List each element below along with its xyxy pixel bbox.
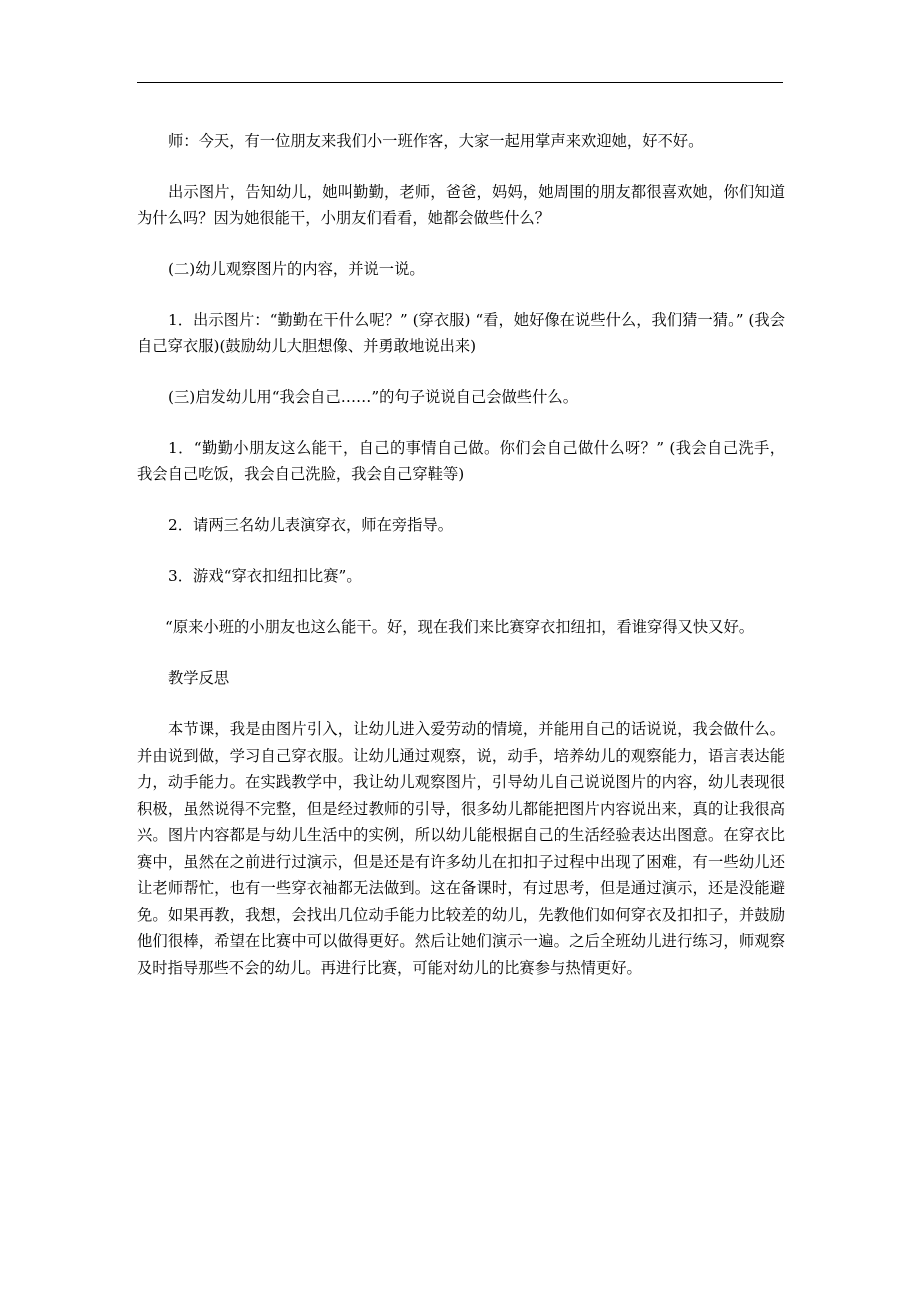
paragraph-step-2-perform: 2．请两三名幼儿表演穿衣，师在旁指导。 (168, 516, 454, 534)
section-heading-reflection: 教学反思 (168, 669, 230, 687)
paragraph-greeting: 师：今天，有一位朋友来我们小一班作客，大家一起用掌声来欢迎她，好不好。 (168, 132, 704, 150)
paragraph-show-picture: 出示图片，告知幼儿，她叫勤勤，老师，爸爸，妈妈，她周围的朋友都很喜欢她，你们知道为什么吗？因为她很能干，小朋友们看看，她都会做些什么？ (137, 183, 785, 227)
paragraph-reflection-body: 本节课，我是由图片引入，让幼儿进入爱劳动的情境，并能用自己的话说说，我会做什么。并由说到做，学习自己穿衣服。让幼儿通过观察，说，动手，培养幼儿的观察能力，语言表达能力，动手能力。在实践教学中，我让幼儿观察图片，引导幼儿自己说说图片的内容，幼儿表现很积极，虽然说得不完整，但是经过教师的引导，很多幼儿都能把图片内容说出来，真的让我很高兴。图片内容都是与幼儿生活中的实例，所以幼儿能根据自己的生活经验表达出图意。在穿衣比赛中，虽然在之前进行过演示，但是还是有许多幼儿在扣扣子过程中出现了困难，有一些幼儿还让老师帮忙，也有一些穿衣袖都无法做到。这在备课时，有过思考，但是通过演示，还是没能避免。如果再教，我想，会找出几位动手能力比较差的幼儿，先教他们如何穿衣及扣扣子，并鼓励他们很棒，希望在比赛中可以做得更好。然后让她们演示一遍。之后全班幼儿进行练习，师观察及时指导那些不会的幼儿。再进行比赛，可能对幼儿的比赛参与热情更好。 (137, 720, 785, 977)
header-rule (137, 82, 783, 83)
paragraph-step-1-capable: 1．“勤勤小朋友这么能干，自己的事情自己做。你们会自己做什么呀？” (我会自己洗手，我会自己吃饭，我会自己洗脸，我会自己穿鞋等) (137, 439, 785, 483)
document-body (137, 128, 785, 1006)
paragraph-step-3-game: 3．游戏“穿衣扣纽扣比赛”。 (168, 567, 362, 585)
paragraph-game-intro: “原来小班的小朋友也这么能干。好，现在我们来比赛穿衣扣纽扣，看谁穿得又快又好。 (165, 618, 755, 636)
paragraph-step-1-picture: 1．出示图片：“勤勤在干什么呢？” (穿衣服) “看，她好像在说些什么，我们猜一猜。” (我会自己穿衣服)(鼓励幼儿大胆想像、并勇敢地说出来) (137, 311, 785, 355)
paragraph-section-two: (二)幼儿观察图片的内容，并说一说。 (168, 260, 425, 278)
paragraph-section-three: (三)启发幼儿用“我会自己……”的句子说说自己会做些什么。 (168, 388, 578, 406)
